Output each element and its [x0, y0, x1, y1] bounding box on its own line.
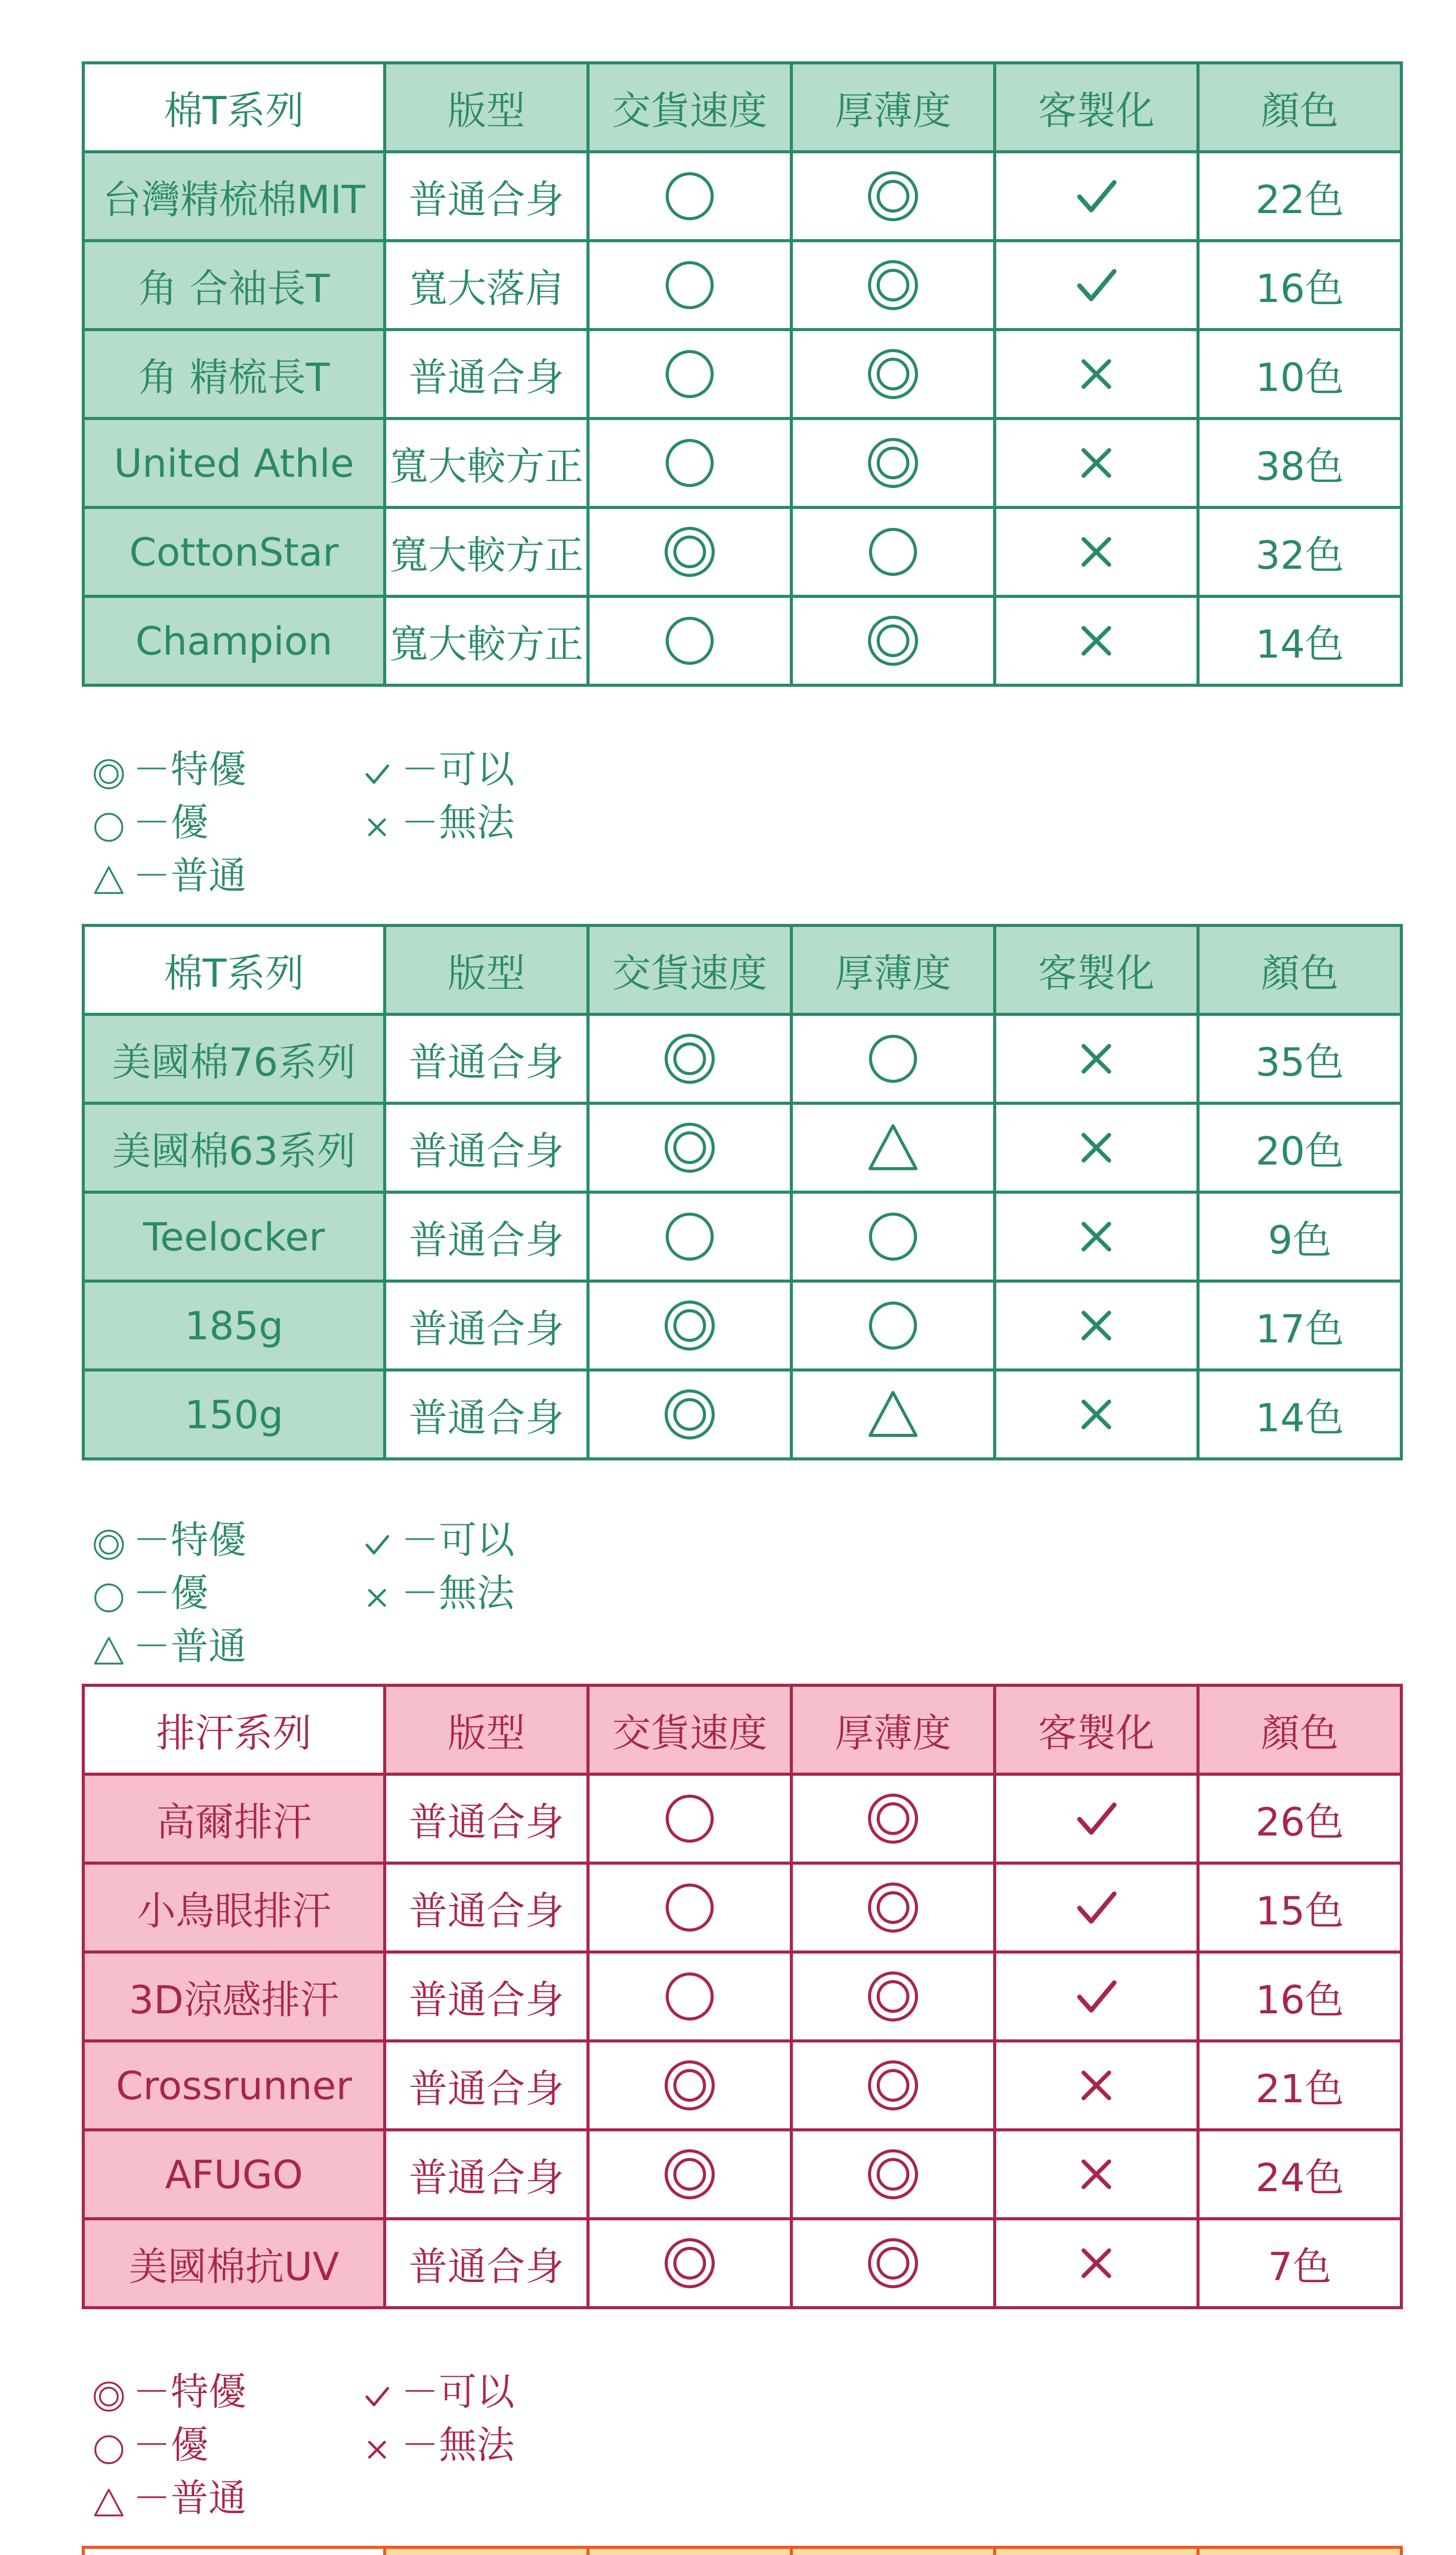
product-name: 台灣精梳棉MIT: [83, 152, 385, 241]
legend-dash: －: [133, 854, 171, 898]
legend-item-excellent: [92, 1515, 246, 1566]
table-row: [83, 1952, 1401, 2041]
fit-cell: 寬大落肩: [385, 241, 588, 330]
circle-icon: [662, 1879, 718, 1936]
thickness-cell: [791, 2130, 995, 2219]
color-count: 22色: [1198, 152, 1401, 241]
circle-icon: [865, 1209, 921, 1265]
product-name: 185g: [83, 1281, 385, 1370]
product-name: CottonStar: [83, 507, 385, 596]
custom-cell: [995, 330, 1198, 419]
triangle-icon: [865, 1386, 921, 1443]
double-circle-icon: [865, 613, 921, 669]
product-name: United Athle: [83, 419, 385, 507]
fit-cell: 普通合身: [385, 152, 588, 241]
custom-cell: [995, 596, 1198, 685]
column-header: [791, 2547, 995, 2555]
thickness-cell: [791, 1192, 995, 1281]
legend-dash: －: [401, 748, 439, 792]
legend-dash: －: [133, 748, 171, 792]
legend-label: 可以: [439, 2370, 514, 2414]
thickness-cell: [791, 1774, 995, 1863]
legend-dash: －: [133, 2423, 171, 2467]
table-row: [83, 330, 1401, 419]
legend-dash: －: [133, 1518, 171, 1562]
color-count: 14色: [1198, 596, 1401, 685]
thickness-cell: [791, 2041, 995, 2130]
legend-item-good: [92, 797, 208, 848]
product-name: 美國棉76系列: [83, 1014, 385, 1103]
thickness-cell: [791, 507, 995, 596]
double-circle-icon: [865, 168, 921, 224]
thickness-cell: [791, 1370, 995, 1459]
table-row: [83, 1774, 1401, 1863]
check-icon: [1068, 168, 1124, 224]
speed-cell: [588, 1281, 791, 1370]
thickness-cell: [791, 2219, 995, 2308]
column-header: 版型: [385, 1685, 588, 1774]
speed-cell: [588, 2219, 791, 2308]
check-icon: [1068, 1879, 1124, 1936]
legend-item-can: [360, 744, 514, 795]
column-header: 厚薄度: [791, 63, 995, 152]
speed-cell: [588, 1774, 791, 1863]
thickness-cell: [791, 1863, 995, 1952]
fit-cell: 普通合身: [385, 1281, 588, 1370]
triangle-icon: [92, 2486, 126, 2520]
legend-item-excellent: [92, 2366, 246, 2418]
product-name: 角 精梳長T: [83, 330, 385, 419]
color-count: 21色: [1198, 2041, 1401, 2130]
table-row: [83, 1103, 1401, 1192]
color-count: 20色: [1198, 1103, 1401, 1192]
fit-cell: 普通合身: [385, 1103, 588, 1192]
circle-icon: [662, 1791, 718, 1847]
legend-label: 特優: [171, 2370, 246, 2414]
legend-label: 無法: [439, 1571, 514, 1615]
table-header-row: [83, 925, 1401, 1014]
product-name: 小鳥眼排汗: [83, 1863, 385, 1952]
column-header: 交貨速度: [588, 63, 791, 152]
thickness-cell: [791, 1014, 995, 1103]
table-row: [83, 1863, 1401, 1952]
double-circle-icon: [662, 2235, 718, 2291]
product-name: 高爾排汗: [83, 1774, 385, 1863]
thickness-cell: [791, 596, 995, 685]
fit-cell: 寬大較方正: [385, 507, 588, 596]
double-circle-icon: [662, 1031, 718, 1087]
cross-icon: [1068, 1386, 1124, 1443]
table-row: [83, 2219, 1401, 2308]
double-circle-icon: [92, 757, 126, 791]
custom-cell: [995, 419, 1198, 507]
custom-cell: [995, 2130, 1198, 2219]
column-header: 版型: [385, 63, 588, 152]
legend-label: 優: [171, 1571, 208, 1615]
color-count: 17色: [1198, 1281, 1401, 1370]
legend-label: 普通: [171, 2476, 246, 2520]
column-header: 顏色: [1198, 63, 1401, 152]
custom-cell: [995, 2041, 1198, 2130]
check-icon: [360, 1528, 394, 1562]
cross-icon: [1068, 1297, 1124, 1354]
color-count: 26色: [1198, 1774, 1401, 1863]
table-header-row: [83, 63, 1401, 152]
legend-label: 特優: [171, 1518, 246, 1562]
check-icon: [360, 2380, 394, 2413]
table-row: [83, 1014, 1401, 1103]
cross-icon: [360, 1581, 394, 1615]
circle-icon: [662, 346, 718, 402]
product-name: Crossrunner: [83, 2041, 385, 2130]
circle-icon: [865, 1297, 921, 1354]
circle-icon: [662, 435, 718, 491]
fit-cell: 普通合身: [385, 1952, 588, 2041]
fit-cell: 寬大較方正: [385, 596, 588, 685]
legend-item-excellent: [92, 744, 246, 795]
custom-cell: [995, 1774, 1198, 1863]
product-name: AFUGO: [83, 2130, 385, 2219]
cross-icon: [1068, 524, 1124, 580]
color-count: 32色: [1198, 507, 1401, 596]
cross-icon: [360, 2433, 394, 2467]
column-header: 顏色: [1198, 925, 1401, 1014]
column-header: 厚薄度: [791, 1685, 995, 1774]
series-title: 棉T系列: [83, 925, 385, 1014]
table-row: [83, 419, 1401, 507]
color-count: 38色: [1198, 419, 1401, 507]
fit-cell: 普通合身: [385, 1192, 588, 1281]
table-row: [83, 1281, 1401, 1370]
double-circle-icon: [92, 1528, 126, 1562]
custom-cell: [995, 1370, 1198, 1459]
fit-cell: 普通合身: [385, 330, 588, 419]
custom-cell: [995, 507, 1198, 596]
double-circle-icon: [865, 435, 921, 491]
table-row: [83, 596, 1401, 685]
column-header: 顏色: [1198, 1685, 1401, 1774]
column-header: [995, 2547, 1198, 2555]
product-name: 美國棉抗UV: [83, 2219, 385, 2308]
double-circle-icon: [865, 257, 921, 313]
custom-cell: [995, 1952, 1198, 2041]
double-circle-icon: [865, 346, 921, 402]
table-header-row: [83, 1685, 1401, 1774]
double-circle-icon: [865, 2057, 921, 2113]
table-row: [83, 1370, 1401, 1459]
legend-dash: －: [401, 1518, 439, 1562]
circle-icon: [865, 1031, 921, 1087]
color-count: 24色: [1198, 2130, 1401, 2219]
circle-icon: [865, 524, 921, 580]
check-icon: [1068, 257, 1124, 313]
speed-cell: [588, 1103, 791, 1192]
spec-table: [82, 61, 1403, 687]
double-circle-icon: [662, 2146, 718, 2202]
double-circle-icon: [662, 1120, 718, 1176]
legend-label: 特優: [171, 748, 246, 792]
thickness-cell: [791, 419, 995, 507]
column-header: 交貨速度: [588, 925, 791, 1014]
circle-icon: [662, 257, 718, 313]
legend-item-cannot: [360, 2420, 514, 2471]
legend-item-can: [360, 2366, 514, 2418]
series-title: [83, 2547, 385, 2555]
legend-item-normal: [92, 850, 246, 901]
double-circle-icon: [92, 2380, 126, 2413]
double-circle-icon: [662, 1386, 718, 1443]
speed-cell: [588, 507, 791, 596]
legend-dash: －: [133, 2370, 171, 2414]
thickness-cell: [791, 1103, 995, 1192]
legend-dash: －: [401, 2423, 439, 2467]
color-count: 35色: [1198, 1014, 1401, 1103]
fit-cell: 普通合身: [385, 1863, 588, 1952]
table-header-row: [83, 2547, 1401, 2555]
cross-icon: [1068, 1031, 1124, 1087]
fit-cell: 普通合身: [385, 2130, 588, 2219]
column-header: 厚薄度: [791, 925, 995, 1014]
cross-icon: [1068, 2057, 1124, 2113]
circle-icon: [92, 1581, 126, 1615]
legend-label: 優: [171, 801, 208, 845]
cross-icon: [1068, 613, 1124, 669]
column-header: 客製化: [995, 1685, 1198, 1774]
cross-icon: [1068, 1120, 1124, 1176]
fit-cell: 普通合身: [385, 1370, 588, 1459]
fit-cell: 普通合身: [385, 1014, 588, 1103]
color-count: 16色: [1198, 241, 1401, 330]
legend-dash: －: [133, 2476, 171, 2520]
check-icon: [1068, 1791, 1124, 1847]
fit-cell: 普通合身: [385, 2219, 588, 2308]
product-name: Teelocker: [83, 1192, 385, 1281]
legend-label: 優: [171, 2423, 208, 2467]
column-header: [1198, 2547, 1401, 2555]
color-count: 16色: [1198, 1952, 1401, 2041]
table-row: [83, 152, 1401, 241]
legend-item-normal: [92, 1621, 246, 1672]
color-count: 14色: [1198, 1370, 1401, 1459]
speed-cell: [588, 596, 791, 685]
column-header: 客製化: [995, 925, 1198, 1014]
circle-icon: [662, 168, 718, 224]
cross-icon: [1068, 346, 1124, 402]
custom-cell: [995, 152, 1198, 241]
triangle-icon: [92, 864, 126, 897]
product-name: 美國棉63系列: [83, 1103, 385, 1192]
speed-cell: [588, 419, 791, 507]
table-row: [83, 507, 1401, 596]
speed-cell: [588, 2041, 791, 2130]
legend-item-good: [92, 2420, 208, 2471]
product-name: Champion: [83, 596, 385, 685]
legend-label: 可以: [439, 748, 514, 792]
cross-icon: [360, 810, 394, 844]
column-header: 交貨速度: [588, 1685, 791, 1774]
color-count: 9色: [1198, 1192, 1401, 1281]
table-row: [83, 2041, 1401, 2130]
legend-item-cannot: [360, 797, 514, 848]
circle-icon: [92, 2433, 126, 2467]
speed-cell: [588, 152, 791, 241]
custom-cell: [995, 241, 1198, 330]
legend-item-normal: [92, 2473, 246, 2524]
check-icon: [360, 757, 394, 791]
legend-dash: －: [133, 1624, 171, 1668]
legend-dash: －: [133, 801, 171, 845]
thickness-cell: [791, 1952, 995, 2041]
speed-cell: [588, 2130, 791, 2219]
series-title: 棉T系列: [83, 63, 385, 152]
legend-label: 可以: [439, 1518, 514, 1562]
legend-dash: －: [401, 1571, 439, 1615]
circle-icon: [662, 613, 718, 669]
table-row: [83, 2130, 1401, 2219]
legend-dash: －: [401, 2370, 439, 2414]
custom-cell: [995, 2219, 1198, 2308]
color-count: 15色: [1198, 1863, 1401, 1952]
triangle-icon: [92, 1634, 126, 1668]
legend-label: 普通: [171, 854, 246, 898]
legend-label: 無法: [439, 801, 514, 845]
speed-cell: [588, 330, 791, 419]
legend-item-can: [360, 1515, 514, 1566]
spec-table: [82, 1684, 1403, 2309]
legend-dash: －: [133, 1571, 171, 1615]
column-header: 版型: [385, 925, 588, 1014]
speed-cell: [588, 241, 791, 330]
product-name: 角 合袖長T: [83, 241, 385, 330]
legend-item-good: [92, 1568, 208, 1619]
double-circle-icon: [662, 524, 718, 580]
double-circle-icon: [865, 2146, 921, 2202]
cross-icon: [1068, 2146, 1124, 2202]
spec-table: [82, 2546, 1403, 2555]
custom-cell: [995, 1281, 1198, 1370]
circle-icon: [662, 1968, 718, 2025]
legend-item-cannot: [360, 1568, 514, 1619]
table-row: [83, 1192, 1401, 1281]
double-circle-icon: [865, 1968, 921, 2025]
triangle-icon: [865, 1120, 921, 1176]
column-header: [588, 2547, 791, 2555]
cross-icon: [1068, 2235, 1124, 2291]
thickness-cell: [791, 241, 995, 330]
custom-cell: [995, 1014, 1198, 1103]
custom-cell: [995, 1863, 1198, 1952]
circle-icon: [662, 1209, 718, 1265]
speed-cell: [588, 1014, 791, 1103]
product-name: 150g: [83, 1370, 385, 1459]
circle-icon: [92, 810, 126, 844]
double-circle-icon: [865, 2235, 921, 2291]
table-row: [83, 241, 1401, 330]
thickness-cell: [791, 330, 995, 419]
cross-icon: [1068, 1209, 1124, 1265]
column-header: 客製化: [995, 63, 1198, 152]
speed-cell: [588, 1192, 791, 1281]
spec-table: [82, 924, 1403, 1460]
custom-cell: [995, 1192, 1198, 1281]
color-count: 10色: [1198, 330, 1401, 419]
color-count: 7色: [1198, 2219, 1401, 2308]
speed-cell: [588, 1952, 791, 2041]
double-circle-icon: [662, 2057, 718, 2113]
thickness-cell: [791, 152, 995, 241]
fit-cell: 普通合身: [385, 1774, 588, 1863]
check-icon: [1068, 1968, 1124, 2025]
product-name: 3D涼感排汗: [83, 1952, 385, 2041]
custom-cell: [995, 1103, 1198, 1192]
thickness-cell: [791, 1281, 995, 1370]
fit-cell: 寬大較方正: [385, 419, 588, 507]
fit-cell: 普通合身: [385, 2041, 588, 2130]
speed-cell: [588, 1863, 791, 1952]
cross-icon: [1068, 435, 1124, 491]
legend-label: 普通: [171, 1624, 246, 1668]
double-circle-icon: [865, 1791, 921, 1847]
speed-cell: [588, 1370, 791, 1459]
column-header: [385, 2547, 588, 2555]
double-circle-icon: [865, 1879, 921, 1936]
double-circle-icon: [662, 1297, 718, 1354]
series-title: 排汗系列: [83, 1685, 385, 1774]
legend-label: 無法: [439, 2423, 514, 2467]
legend-dash: －: [401, 801, 439, 845]
